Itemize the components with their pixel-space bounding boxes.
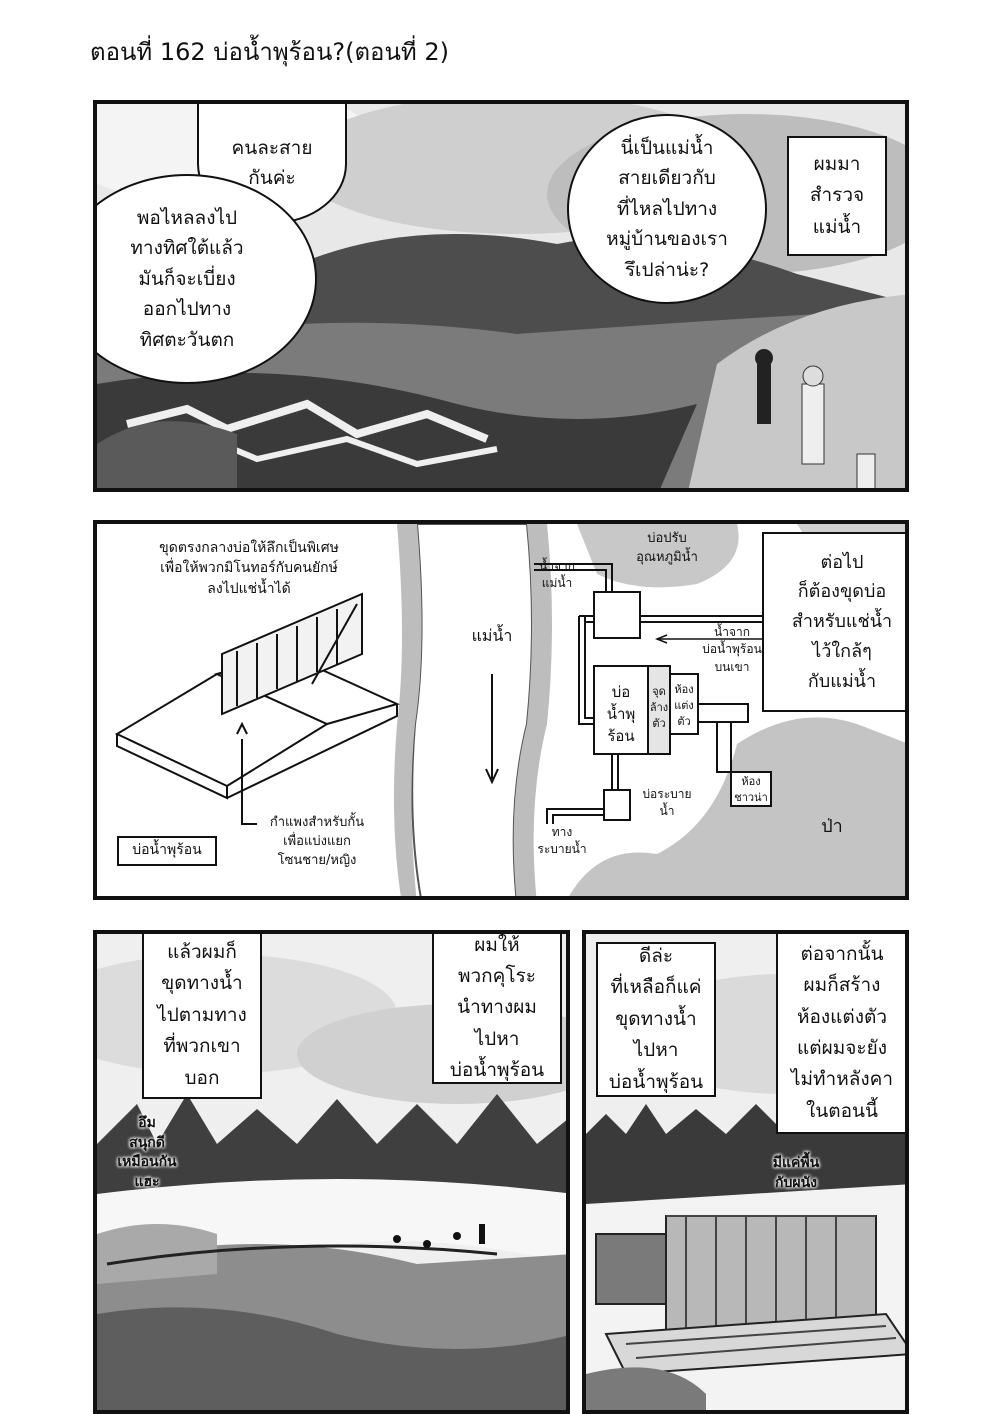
narration-kuro-guide: ผมให้ พวกคุโระ นำทางผม ไปหา บ่อน้ำพุร้อน [432, 934, 562, 1084]
label-hotspring-box: บ่อน้ำพุร้อน [117, 836, 217, 866]
panel-digging-channel [93, 930, 570, 1414]
label-drain-pool: บ่อระบาย น้ำ [642, 787, 692, 819]
label-water-from-mountain: น้ำจาก บ่อน้ำพุร้อน บนเขา [702, 625, 762, 674]
label-temperature-pool: บ่อปรับ อุณหภูมิน้ำ [636, 531, 698, 565]
label-drain-path: ทาง ระบายน้ำ [537, 825, 587, 857]
narration-survey-river: ผมมา สำรวจ แม่น้ำ [787, 136, 887, 256]
label-dressing-room: ห้อง แต่ง ตัว [674, 683, 694, 728]
narration-build-dressing-room: ต่อจากนั้น ผมก็สร้าง ห้องแต่งตัว แต่ผมจะยัง ไม่ทำหลังคา ในตอนนี้ [776, 934, 908, 1134]
note-deep-center: ขุดตรงกลางบ่อให้ลึกเป็นพิเศษ เพื่อให้พวกมิโนทอร์กับคนยักษ์ ลงไปแช่น้ำได้ [159, 540, 339, 597]
narration-dig-channel: แล้วผมก็ ขุดทางน้ำ ไปตามทาง ที่พวกเขา บอก [142, 934, 262, 1099]
sfx-only-floor-walls: มีแค่พื้น กับผนัง [772, 1155, 820, 1191]
panel-dressing-room [582, 930, 909, 1414]
label-river: แม่น้ำ [471, 626, 513, 645]
narration-dig-pool: ต่อไป ก็ต้องขุดบ่อ สำหรับแช่น้ำ ไว้ใกล้ๆ กับแม่น้ำ [762, 532, 909, 712]
label-water-from-river: น้ำจาก แม่น้ำ [539, 559, 575, 591]
narration-dig-to-spring: ดีล่ะ ที่เหลือก็แค่ ขุดทางน้ำ ไปหา บ่อน้ำพุร้อน [596, 942, 716, 1097]
panel-hotspring-diagram [93, 520, 909, 900]
speech-bubble-flows-south: พอไหลลงไป ทางทิศใต้แล้ว มันก็จะเบี่ยง ออกไปทาง ทิศตะวันตก [93, 174, 317, 384]
label-wash-area: จุด ล้าง ตัว [649, 685, 669, 730]
page-title: ตอนที่ 162 บ่อน้ำพุร้อน?(ตอนที่ 2) [90, 38, 449, 66]
speech-bubble-different-stream: คนละสาย กันค่ะ [197, 104, 347, 224]
panel-river-scene [93, 100, 909, 492]
label-forest: ป่า [821, 816, 843, 837]
label-village-room: ห้อง ชาวน่า [734, 775, 768, 804]
label-main-pool: บ่อ น้ำพุ ร้อน [606, 683, 636, 745]
sfx-fun: อึม สนุกดี เหมือนกัน แฮะ [117, 1115, 177, 1190]
speech-bubble-same-river: นี่เป็นแม่น้ำ สายเดียวกับ ที่ไหลไปทาง หมู่บ้านของเรา รึเปล่าน่ะ? [567, 114, 767, 304]
note-divider-wall: กำแพงสำหรับกั้น เพื่อแบ่งแยก โซนชาย/หญิง [269, 815, 365, 868]
